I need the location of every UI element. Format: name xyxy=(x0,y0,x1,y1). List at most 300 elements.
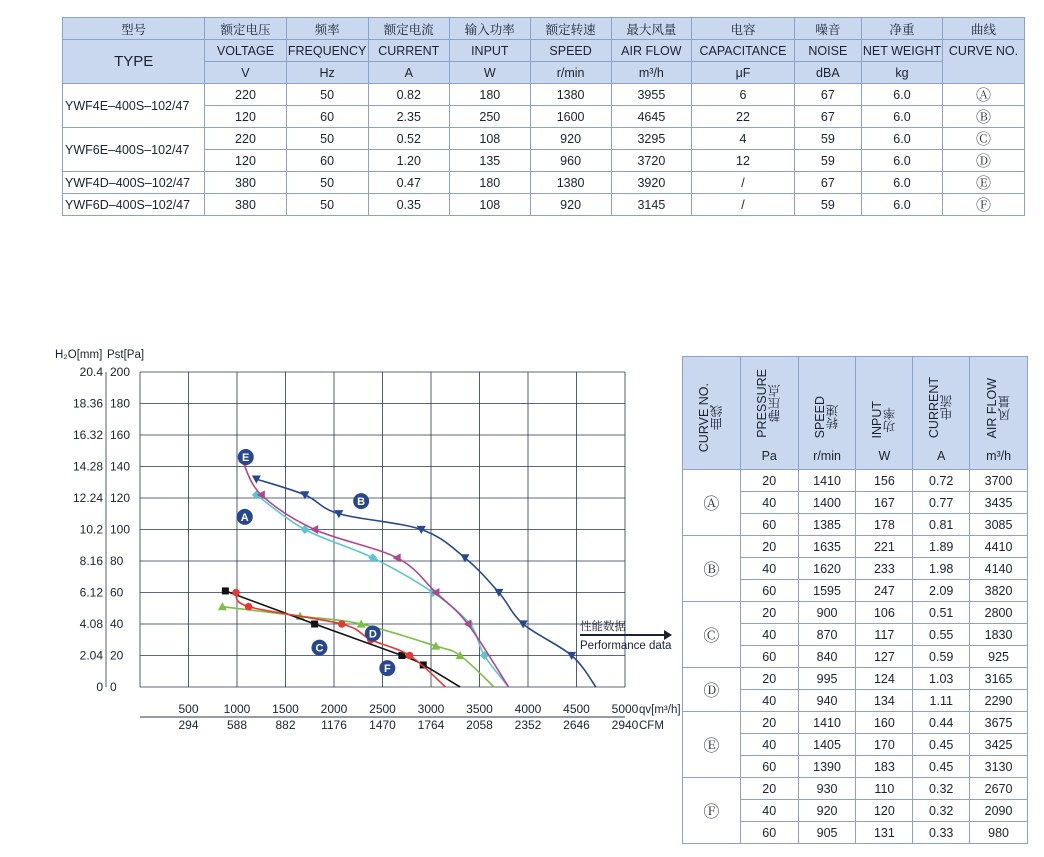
spec-cell: 380 xyxy=(205,194,286,216)
spec-head-en: AIR FLOW xyxy=(611,40,692,62)
spec-unit: Hz xyxy=(286,62,368,84)
perf-cell: 160 xyxy=(856,712,913,734)
perf-row xyxy=(683,470,1028,492)
spec-cell: 4645 xyxy=(611,106,692,128)
perf-row xyxy=(683,778,1028,800)
y-tick-pa: 180 xyxy=(110,396,131,411)
spec-cell: 1380 xyxy=(530,84,611,106)
x-tick-qv: 1500 xyxy=(272,702,299,716)
perf-head-cn: 风量 xyxy=(997,395,1012,421)
perf-cell: 0.33 xyxy=(913,822,970,844)
perf-row xyxy=(683,668,1028,690)
spec-cell: 960 xyxy=(530,150,611,172)
curve-badge: Ⓕ xyxy=(703,804,720,821)
perf-curve-cell xyxy=(683,668,741,712)
perf-cell: 1410 xyxy=(798,470,856,492)
spec-cell: 0.82 xyxy=(368,84,449,106)
perf-cell: 120 xyxy=(856,800,913,822)
spec-table xyxy=(62,17,1025,216)
spec-unit: W xyxy=(449,62,530,84)
spec-cell: 0.47 xyxy=(368,172,449,194)
data-point-f xyxy=(245,603,253,611)
curve-no-cell xyxy=(943,106,1025,128)
perf-head-unit: W xyxy=(878,449,891,463)
spec-cell: 6.0 xyxy=(861,172,942,194)
x-tick-qv: 3000 xyxy=(417,702,445,716)
perf-cell: 20 xyxy=(740,668,798,690)
perf-head-en: PRESSURE xyxy=(755,369,770,438)
perf-cell: 3085 xyxy=(970,514,1028,536)
spec-head-en: CURRENT xyxy=(368,40,449,62)
perf-cell: 40 xyxy=(740,558,798,580)
perf-cell: 1385 xyxy=(798,514,856,536)
perf-head-cn: 电流 xyxy=(940,394,955,420)
curve-no-cell xyxy=(943,150,1025,172)
perf-cell: 247 xyxy=(856,580,913,602)
perf-cell: 900 xyxy=(798,602,856,624)
perf-cell: 60 xyxy=(740,580,798,602)
perf-head-cn: 转速 xyxy=(826,404,841,430)
perf-cell: 124 xyxy=(856,668,913,690)
spec-cell: 4 xyxy=(692,128,795,150)
y-tick-pa: 40 xyxy=(110,617,124,631)
spec-head-cn: 曲线 xyxy=(943,18,1025,40)
spec-head-en: FREQUENCY xyxy=(286,40,368,62)
performance-table xyxy=(682,356,1028,844)
model-type: YWF6E–400S–102/47 xyxy=(63,128,205,172)
spec-cell: 50 xyxy=(286,128,368,150)
y-tick-h2o: 0 xyxy=(96,680,103,694)
perf-cell: 1.03 xyxy=(913,668,970,690)
curve-no-cell xyxy=(943,128,1025,150)
curve-no-cell xyxy=(943,172,1025,194)
perf-head-curve xyxy=(683,357,741,470)
perf-cell: 1620 xyxy=(798,558,856,580)
curve-label-c: C xyxy=(315,642,324,655)
perf-head-cn: 静压点 xyxy=(768,384,783,423)
perf-cell: 178 xyxy=(856,514,913,536)
x-tick-qv: 4000 xyxy=(514,702,542,716)
spec-cell: 12 xyxy=(692,150,795,172)
performance-chart xyxy=(50,340,681,740)
spec-cell: 67 xyxy=(794,106,861,128)
curve-no-cell xyxy=(943,84,1025,106)
y-tick-pa: 60 xyxy=(110,585,124,600)
spec-unit: μF xyxy=(692,62,795,84)
perf-cell: 40 xyxy=(740,624,798,646)
spec-cell: 6.0 xyxy=(861,194,942,216)
perf-cell: 117 xyxy=(856,624,913,646)
perf-cell: 110 xyxy=(856,778,913,800)
perf-cell: 233 xyxy=(856,558,913,580)
spec-cell: 180 xyxy=(449,84,530,106)
perf-head-unit: m³/h xyxy=(986,449,1012,463)
spec-cell: 3145 xyxy=(611,194,692,216)
spec-cell: 67 xyxy=(794,172,861,194)
perf-cell: 2800 xyxy=(970,602,1028,624)
spec-cell: 1600 xyxy=(530,106,611,128)
curve-label-f: F xyxy=(383,663,391,676)
perf-curve-cell xyxy=(683,778,741,844)
model-type: YWF6D–400S–102/47 xyxy=(63,194,205,216)
x-tick-qv: 2500 xyxy=(369,702,396,716)
spec-cell: 50 xyxy=(286,84,368,106)
perf-cell: 980 xyxy=(970,822,1028,844)
y-tick-pa: 100 xyxy=(110,522,131,537)
spec-head-en: NET WEIGHT xyxy=(861,40,942,62)
perf-header xyxy=(683,357,1028,470)
y-tick-h2o: 2.04 xyxy=(79,648,103,663)
spec-cell: 920 xyxy=(530,128,611,150)
spec-row xyxy=(63,128,1025,150)
spec-head-cn: 额定电流 xyxy=(368,18,449,40)
spec-head-cn: 噪音 xyxy=(794,18,861,40)
spec-table-body xyxy=(63,84,1025,216)
y-tick-pa: 0 xyxy=(110,680,117,694)
spec-unit: A xyxy=(368,62,449,84)
spec-unit: m³/h xyxy=(611,62,692,84)
perf-cell: 2290 xyxy=(970,690,1028,712)
perf-head-airflow xyxy=(970,357,1028,470)
perf-cell: 40 xyxy=(740,492,798,514)
y-tick-pa: 80 xyxy=(110,554,124,568)
perf-cell: 40 xyxy=(740,690,798,712)
x-tick-qv: 3500 xyxy=(466,702,493,716)
perf-cell: 3165 xyxy=(970,668,1028,690)
perf-cell: 1390 xyxy=(798,756,856,778)
spec-cell: 120 xyxy=(205,106,286,128)
perf-cell: 0.72 xyxy=(913,470,970,492)
perf-head-en: SPEED xyxy=(813,395,828,438)
perf-cell: 1410 xyxy=(798,712,856,734)
curve-badge: Ⓑ xyxy=(976,109,992,126)
y-tick-h2o: 20.4 xyxy=(79,365,103,379)
spec-head-cn: 额定转速 xyxy=(530,18,611,40)
curve-badge: Ⓓ xyxy=(703,683,720,700)
spec-cell: / xyxy=(692,172,795,194)
perf-cell: 3130 xyxy=(970,756,1028,778)
spec-head-cn: 输入功率 xyxy=(449,18,530,40)
perf-table-body xyxy=(683,470,1028,844)
y-tick-pa: 140 xyxy=(110,459,131,474)
perf-cell: 0.32 xyxy=(913,800,970,822)
perf-cell: 0.59 xyxy=(913,646,970,668)
perf-cell: 1.11 xyxy=(913,690,970,712)
spec-cell: 6 xyxy=(692,84,795,106)
y-tick-h2o: 16.32 xyxy=(72,428,103,442)
perf-cell: 221 xyxy=(856,536,913,558)
y-tick-h2o: 14.28 xyxy=(72,459,103,474)
perf-head-text xyxy=(928,377,954,438)
spec-head-en: NOISE xyxy=(794,40,861,62)
spec-cell: 1380 xyxy=(530,172,611,194)
perf-cell: 2.09 xyxy=(913,580,970,602)
curve-badge: Ⓑ xyxy=(703,562,720,579)
spec-cell: 220 xyxy=(205,84,286,106)
spec-cell: 380 xyxy=(205,172,286,194)
x-tick-qv: 4500 xyxy=(563,702,590,716)
perf-cell: 127 xyxy=(856,646,913,668)
spec-cell: 3720 xyxy=(611,150,692,172)
model-type: YWF4E–400S–102/47 xyxy=(63,84,205,128)
perf-cell: 167 xyxy=(856,492,913,514)
spec-cell: 6.0 xyxy=(861,84,942,106)
perf-head-text xyxy=(756,369,782,438)
x-tick-cfm: 588 xyxy=(226,718,248,732)
perf-cell: 20 xyxy=(740,778,798,800)
perf-cell: 170 xyxy=(856,734,913,756)
perf-cell: 0.55 xyxy=(913,624,970,646)
y-tick-h2o: 8.16 xyxy=(79,554,103,568)
model-type: YWF4D–400S–102/47 xyxy=(63,172,205,194)
perf-cell: 20 xyxy=(740,712,798,734)
curve-label-d: D xyxy=(368,628,377,641)
perf-cell: 60 xyxy=(740,646,798,668)
perf-cell: 20 xyxy=(740,536,798,558)
perf-cell: 3425 xyxy=(970,734,1028,756)
spec-cell: 180 xyxy=(449,172,530,194)
spec-cell: 6.0 xyxy=(861,128,942,150)
y-tick-h2o: 10.2 xyxy=(79,522,103,537)
curve-no-cell xyxy=(943,194,1025,216)
perf-cell: 0.45 xyxy=(913,734,970,756)
perf-cell: 940 xyxy=(798,690,856,712)
perf-head-text xyxy=(986,378,1012,438)
spec-cell: 0.35 xyxy=(368,194,449,216)
perf-curve-cell xyxy=(683,602,741,668)
perf-cell: 40 xyxy=(740,800,798,822)
spec-row xyxy=(63,150,1025,172)
perf-cell: 905 xyxy=(798,822,856,844)
curve-badge: Ⓔ xyxy=(976,175,992,192)
x-tick-cfm: 882 xyxy=(275,718,296,732)
y-label-h2o: H₂O[mm] xyxy=(55,349,103,361)
perf-head-en: AIR FLOW xyxy=(984,377,999,438)
perf-cell: 106 xyxy=(856,602,913,624)
spec-head-en: CURVE NO. xyxy=(943,40,1025,84)
x-label-qv: qv[m³/h] xyxy=(639,704,681,716)
perf-row xyxy=(683,602,1028,624)
perf-cell: 0.51 xyxy=(913,602,970,624)
perf-cell: 0.81 xyxy=(913,514,970,536)
perf-head-input xyxy=(856,357,913,470)
perf-cell: 3435 xyxy=(970,492,1028,514)
perf-cell: 1400 xyxy=(798,492,856,514)
spec-header-en xyxy=(63,40,1025,62)
x-tick-cfm: 2058 xyxy=(466,718,493,732)
data-point-c xyxy=(311,621,318,628)
perf-cell: 925 xyxy=(970,646,1028,668)
spec-cell: 250 xyxy=(449,106,530,128)
spec-head-cn: 频率 xyxy=(286,18,368,40)
x-label-cfm: CFM xyxy=(639,720,664,732)
curve-label-a: A xyxy=(240,511,249,524)
spec-head-cn: 额定电压 xyxy=(205,18,286,40)
series-line-e xyxy=(240,462,509,687)
perf-cell: 1595 xyxy=(798,580,856,602)
x-tick-qv: 5000 xyxy=(611,702,639,716)
curve-label-e: E xyxy=(242,452,250,465)
perf-head-unit xyxy=(683,459,740,469)
x-tick-qv: 1000 xyxy=(223,702,251,716)
perf-head-unit: Pa xyxy=(761,449,777,463)
spec-cell: 3295 xyxy=(611,128,692,150)
perf-cell: 3820 xyxy=(970,580,1028,602)
spec-head-cn: 最大风量 xyxy=(611,18,692,40)
x-tick-cfm: 294 xyxy=(178,718,199,732)
spec-unit: V xyxy=(205,62,286,84)
perf-cell: 1635 xyxy=(798,536,856,558)
perf-row xyxy=(683,536,1028,558)
data-point-c xyxy=(222,587,229,594)
arrow-icon xyxy=(580,634,670,636)
perf-curve-cell xyxy=(683,536,741,602)
spec-unit: dBA xyxy=(794,62,861,84)
spec-unit: kg xyxy=(861,62,942,84)
perf-cell: 0.32 xyxy=(913,778,970,800)
spec-cell: / xyxy=(692,194,795,216)
curve-badge: Ⓒ xyxy=(976,131,992,148)
perf-cell: 40 xyxy=(740,734,798,756)
data-point-d xyxy=(218,602,227,610)
perf-cell: 1405 xyxy=(798,734,856,756)
x-tick-cfm: 1176 xyxy=(321,718,347,732)
spec-head-en: VOLTAGE xyxy=(205,40,286,62)
y-tick-h2o: 6.12 xyxy=(79,585,103,600)
x-tick-cfm: 2352 xyxy=(514,718,542,732)
curve-badge: Ⓔ xyxy=(703,738,720,755)
data-point-d xyxy=(456,651,465,659)
spec-head-cn: 电容 xyxy=(692,18,795,40)
y-tick-pa: 120 xyxy=(110,491,131,505)
perf-cell: 0.45 xyxy=(913,756,970,778)
spec-cell: 3920 xyxy=(611,172,692,194)
spec-cell: 60 xyxy=(286,106,368,128)
spec-cell: 59 xyxy=(794,150,861,172)
spec-row xyxy=(63,84,1025,106)
y-tick-pa: 200 xyxy=(110,365,131,379)
perf-head-text xyxy=(814,396,840,438)
spec-cell: 22 xyxy=(692,106,795,128)
perf-head-unit: A xyxy=(937,449,946,463)
spec-head-en: SPEED xyxy=(530,40,611,62)
perf-cell: 60 xyxy=(740,822,798,844)
spec-cell: 2.35 xyxy=(368,106,449,128)
perf-cell: 2090 xyxy=(970,800,1028,822)
perf-cell: 20 xyxy=(740,602,798,624)
y-label-pa: Pst[Pa] xyxy=(107,349,145,361)
y-tick-h2o: 12.24 xyxy=(72,491,103,505)
perf-cell: 2670 xyxy=(970,778,1028,800)
spec-cell: 3955 xyxy=(611,84,692,106)
spec-head-en: INPUT xyxy=(449,40,530,62)
spec-header-units xyxy=(63,62,1025,84)
perf-cell: 870 xyxy=(798,624,856,646)
y-tick-h2o: 4.08 xyxy=(79,617,103,631)
spec-cell: 59 xyxy=(794,194,861,216)
x-tick-cfm: 2940 xyxy=(611,718,639,732)
perf-cell: 3700 xyxy=(970,470,1028,492)
spec-cell: 50 xyxy=(286,194,368,216)
y-tick-pa: 20 xyxy=(110,648,124,663)
curve-badge: Ⓒ xyxy=(703,628,720,645)
y-tick-h2o: 18.36 xyxy=(72,396,103,411)
spec-row xyxy=(63,172,1025,194)
x-tick-qv: 2000 xyxy=(320,702,348,716)
perf-head-en: INPUT xyxy=(870,400,885,438)
perf-cell: 930 xyxy=(798,778,856,800)
y-tick-pa: 160 xyxy=(110,428,131,442)
perf-curve-cell xyxy=(683,712,741,778)
perf-cell: 134 xyxy=(856,690,913,712)
perf-cell: 60 xyxy=(740,756,798,778)
x-tick-cfm: 1470 xyxy=(369,718,396,732)
performance-data-cn: 性能数据 xyxy=(580,621,626,633)
x-tick-qv: 500 xyxy=(178,702,199,716)
curve-label-b: B xyxy=(357,496,366,509)
spec-cell: 6.0 xyxy=(861,150,942,172)
spec-cell: 67 xyxy=(794,84,861,106)
curve-badge: Ⓕ xyxy=(976,197,992,214)
perf-head-en: CURVE NO. xyxy=(697,382,712,452)
spec-cell: 920 xyxy=(530,194,611,216)
spec-cell: 120 xyxy=(205,150,286,172)
perf-head-speed xyxy=(798,357,856,470)
curve-badge: Ⓓ xyxy=(976,153,992,170)
perf-head-text xyxy=(698,383,724,452)
perf-head-en: CURRENT xyxy=(927,376,942,438)
spec-cell: 1.20 xyxy=(368,150,449,172)
perf-row xyxy=(683,712,1028,734)
perf-cell: 183 xyxy=(856,756,913,778)
perf-cell: 156 xyxy=(856,470,913,492)
spec-unit: r/min xyxy=(530,62,611,84)
curve-badge: Ⓐ xyxy=(703,496,720,513)
series-line-d xyxy=(222,607,494,687)
perf-cell: 4140 xyxy=(970,558,1028,580)
x-tick-cfm: 1764 xyxy=(417,718,445,732)
perf-cell: 60 xyxy=(740,514,798,536)
perf-cell: 0.44 xyxy=(913,712,970,734)
perf-cell: 920 xyxy=(798,800,856,822)
spec-head-type: TYPE xyxy=(63,40,205,84)
perf-cell: 0.77 xyxy=(913,492,970,514)
performance-data-en: Performance data xyxy=(580,640,672,652)
spec-cell: 59 xyxy=(794,128,861,150)
spec-cell: 220 xyxy=(205,128,286,150)
series-line-c xyxy=(225,591,460,687)
perf-head-cn: 曲线 xyxy=(710,404,725,430)
perf-head-current xyxy=(913,357,970,470)
perf-head-cn: 功率 xyxy=(883,406,898,432)
spec-cell: 108 xyxy=(449,128,530,150)
spec-head-en: CAPACITANCE xyxy=(692,40,795,62)
perf-cell: 4410 xyxy=(970,536,1028,558)
spec-header-cn xyxy=(63,18,1025,40)
spec-cell: 60 xyxy=(286,150,368,172)
spec-cell: 108 xyxy=(449,194,530,216)
curve-badge: Ⓐ xyxy=(976,87,992,104)
spec-cell: 50 xyxy=(286,172,368,194)
perf-cell: 1.89 xyxy=(913,536,970,558)
perf-cell: 1.98 xyxy=(913,558,970,580)
spec-head-cn: 净重 xyxy=(861,18,942,40)
spec-row xyxy=(63,106,1025,128)
perf-cell: 840 xyxy=(798,646,856,668)
data-point-f xyxy=(406,652,414,660)
spec-cell: 6.0 xyxy=(861,106,942,128)
spec-row xyxy=(63,194,1025,216)
